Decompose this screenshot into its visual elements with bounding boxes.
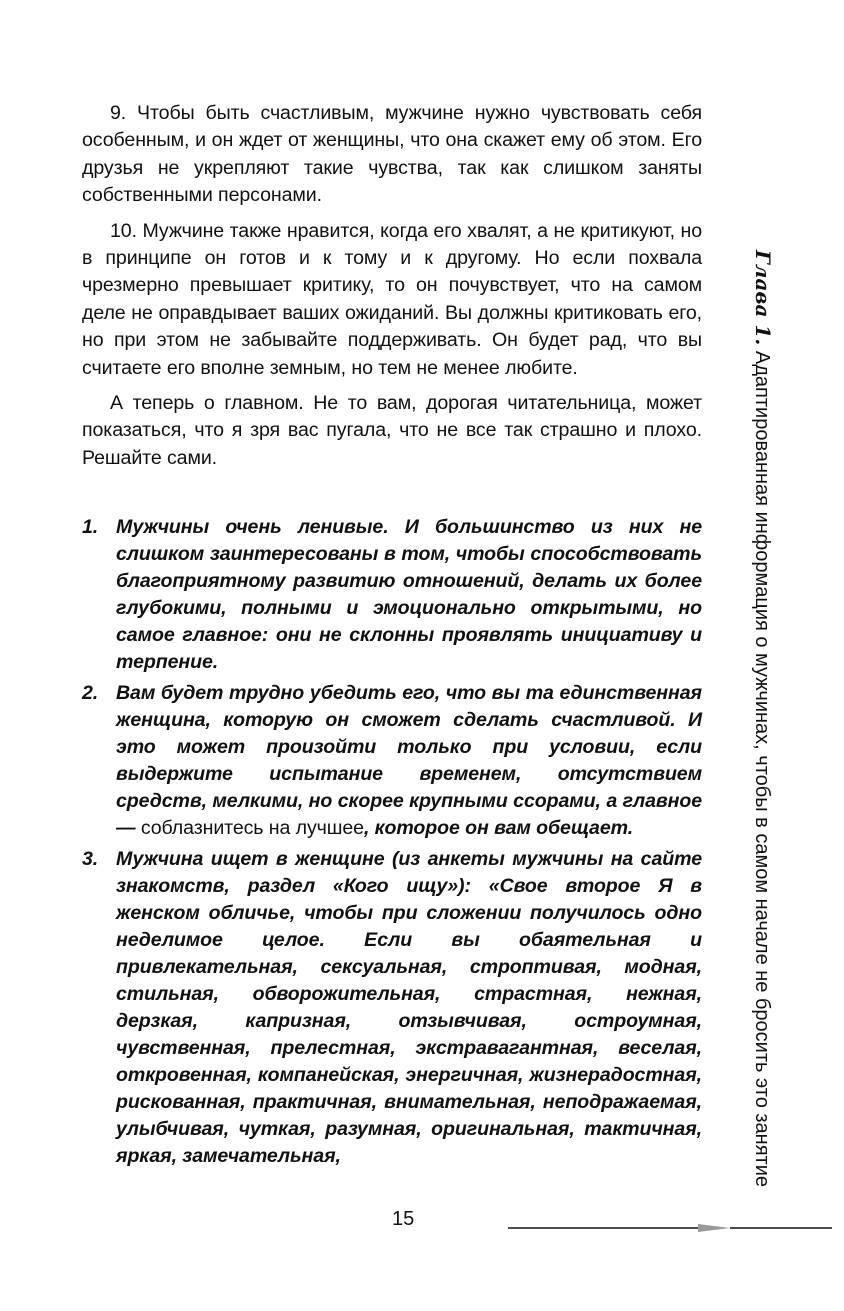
paragraph-main: А теперь о главном. Не то вам, дорогая читательница, может показаться, что я зря вас пугала, что не все так страшно и плохо. Решайте сами. [82, 392, 702, 469]
footer-arrow-rule [508, 1223, 832, 1233]
list-item-text-regular: соблазнитесь на лучшее [135, 817, 364, 839]
list-item-text: Мужчины очень ленивые. И большинство из них не слишком заинтересованы в том, чтобы способствовать благоприятному развитию отношений, делать их более глубокими, полными и эмоционально открытыми, но самое главное: они не склонны проявлять инициативу и терпение. [116, 516, 702, 673]
list-item-text: Мужчина ищет в женщине (из анкеты мужчины на сайте знакомств, раздел «Кого ищу»): «Свое второе Я в женском обличье, чтобы при сложении получилось одно неделимое целое. Если вы обаятельная и привлекательная, сексуальная, строптивая, модная, стильная, обворожительная, страстная, нежная, дерзкая, капризная, отзывчивая, остроумная, чувственная, прелестная, экстравагантная, веселая, откровенная, компанейская, энергичная, жизнерадостная, рискованная, практичная, внимательная, неподражаемая, улыбчивая, чуткая, разумная, оригинальная, тактичная, яркая, замечательная, [116, 848, 702, 1167]
chapter-label: Глава 1. [751, 250, 775, 346]
list-number: 1. [82, 516, 99, 538]
list-item [82, 680, 702, 842]
list-number: 2. [82, 682, 99, 704]
paragraph-9: 9. Чтобы быть счастливым, мужчине нужно чувствовать себя особенным, и он ждет от женщины, что она скажет ему об этом. Его друзья не укрепляют такие чувства, так как слишком заняты собственными персонами. [82, 102, 702, 207]
body-text [82, 100, 702, 480]
list-item-text: Вам будет трудно убедить его, что вы та единственная женщина, которую он сможет сделать счастливой. И это может произойти только при условии, если выдержите испытание временем, отсутствием средств, мелкими, но скорее крупными ссорами, а главное — [116, 682, 702, 839]
list-number: 3. [82, 848, 99, 870]
numbered-list [82, 514, 702, 1174]
list-item [82, 514, 702, 676]
chapter-title: Адаптированная информация о мужчинах, чтобы в самом начале не бросить это занятие [751, 350, 773, 1187]
list-item [82, 846, 702, 1170]
running-header [748, 250, 778, 1190]
list-item-text-end: , которое он вам обещает. [363, 817, 634, 839]
paragraph-10: 10. Мужчине также нравится, когда его хвалят, а не критикуют, но в принципе он готов и к тому и к другому. Но если похвала чрезмерно превышает критику, то он почувствует, что на самом деле не оправдывает ваших ожиданий. Вы должны критиковать его, но при этом не забывайте поддерживать. Он будет рад, что вы считаете его вполне земным, но тем не менее любите. [82, 219, 702, 379]
page-number: 15 [392, 1208, 415, 1230]
